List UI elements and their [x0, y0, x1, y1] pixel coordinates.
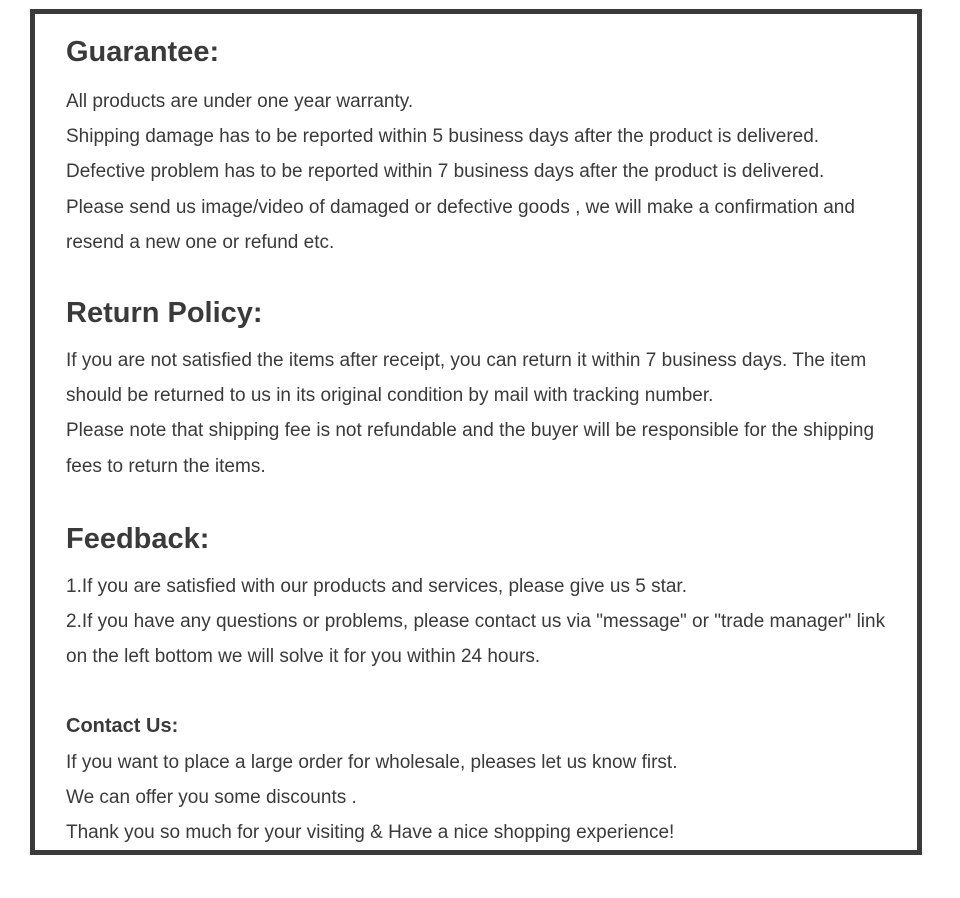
guarantee-line: All products are under one year warranty. — [66, 91, 414, 112]
feedback-line: 1.If you are satisfied with our products and services, please give us 5 star. — [66, 576, 687, 597]
contact-body — [66, 745, 897, 851]
contact-line: We can offer you some discounts . — [66, 787, 357, 809]
feedback-line: 2.If you have any questions or problems, please contact us via "message" or "trade manager" link — [66, 611, 886, 633]
feedback-line: on the left bottom we will solve it for you within 24 hours. — [66, 646, 541, 668]
return-policy-section — [66, 295, 897, 477]
return-policy-body — [66, 343, 897, 484]
guarantee-section — [66, 34, 897, 253]
contact-line: If you want to place a large order for wholesale, pleases let us know first. — [66, 752, 678, 773]
return-policy-line: Please note that shipping fee is not refundable and the buyer will be responsible for the shipping — [66, 420, 875, 442]
return-policy-line: should be returned to us in its original condition by mail with tracking number. — [66, 385, 714, 407]
contact-section — [66, 713, 897, 844]
contact-title: Contact Us: — [66, 715, 179, 737]
guarantee-body — [66, 84, 897, 260]
guarantee-title: Guarantee: — [66, 36, 220, 68]
guarantee-line: Shipping damage has to be reported within 5 business days after the product is delivered. — [66, 126, 820, 148]
guarantee-line: resend a new one or refund etc. — [66, 231, 335, 253]
feedback-body — [66, 569, 897, 675]
guarantee-line: Please send us image/video of damaged or defective goods , we will make a confirmation and — [66, 196, 855, 218]
feedback-section — [66, 521, 897, 668]
return-policy-line: fees to return the items. — [66, 455, 266, 477]
return-policy-title: Return Policy: — [66, 297, 263, 329]
return-policy-line: If you are not satisfied the items after receipt, you can return it within 7 business days. The item — [66, 350, 867, 371]
feedback-title: Feedback: — [66, 523, 210, 555]
policy-panel — [30, 9, 922, 855]
contact-line: Thank you so much for your visiting & Have a nice shopping experience! — [66, 822, 675, 844]
guarantee-line: Defective problem has to be reported within 7 business days after the product is delivered. — [66, 161, 825, 183]
